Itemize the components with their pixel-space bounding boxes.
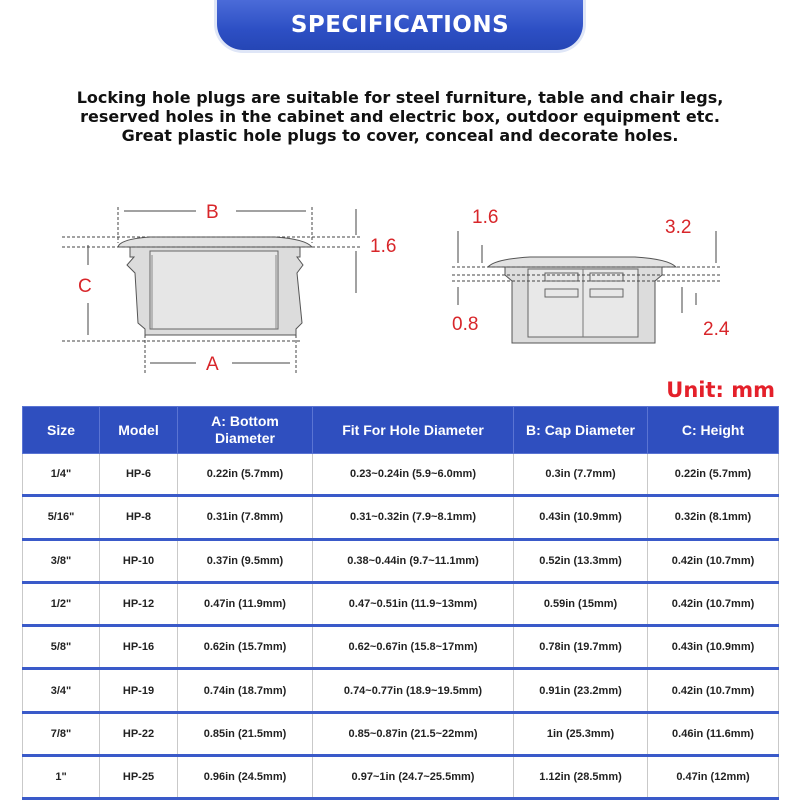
table-cell: 0.22in (5.7mm) bbox=[648, 454, 779, 496]
table-cell: 3/4" bbox=[23, 669, 100, 712]
description-line: Locking hole plugs are suitable for steel furniture, table and chair legs, bbox=[76, 88, 724, 107]
table-cell: 0.42in (10.7mm) bbox=[648, 669, 779, 712]
column-header-height: C: Height bbox=[648, 407, 779, 454]
plug-cap bbox=[118, 237, 312, 247]
dimension-label-cap-height: 1.6 bbox=[370, 236, 397, 257]
table-row bbox=[23, 582, 779, 625]
table-cell: 0.23~0.24in (5.9~6.0mm) bbox=[313, 454, 514, 496]
table-cell: HP-16 bbox=[100, 626, 178, 669]
table-cell: 0.42in (10.7mm) bbox=[648, 539, 779, 582]
table-header-row bbox=[23, 407, 779, 454]
dimension-label-right-top: 3.2 bbox=[665, 217, 692, 238]
page-title: SPECIFICATIONS bbox=[290, 12, 510, 38]
table-cell: 0.32in (8.1mm) bbox=[648, 496, 779, 539]
table-row bbox=[23, 712, 779, 755]
table-cell: HP-12 bbox=[100, 582, 178, 625]
unit-label: Unit: mm bbox=[666, 378, 775, 402]
table-cell: 0.62in (15.7mm) bbox=[178, 626, 313, 669]
table-row bbox=[23, 539, 779, 582]
table-cell: 0.85~0.87in (21.5~22mm) bbox=[313, 712, 514, 755]
specifications-banner bbox=[217, 0, 583, 50]
table-cell: HP-22 bbox=[100, 712, 178, 755]
table-cell: 3/8" bbox=[23, 539, 100, 582]
table-cell: 0.62~0.67in (15.8~17mm) bbox=[313, 626, 514, 669]
description-line: Great plastic hole plugs to cover, conceal and decorate holes. bbox=[121, 126, 679, 145]
column-header-bottom-diameter: A: Bottom Diameter bbox=[178, 407, 313, 454]
table-cell: 0.74in (18.7mm) bbox=[178, 669, 313, 712]
table-cell: 0.47~0.51in (11.9~13mm) bbox=[313, 582, 514, 625]
table-cell: 0.31~0.32in (7.9~8.1mm) bbox=[313, 496, 514, 539]
table-cell: 0.43in (10.9mm) bbox=[648, 626, 779, 669]
dimension-label-right-bottom: 2.4 bbox=[703, 319, 730, 340]
column-header-size: Size bbox=[23, 407, 100, 454]
table-cell: 1.12in (28.5mm) bbox=[514, 756, 648, 799]
table-cell: 0.74~0.77in (18.9~19.5mm) bbox=[313, 669, 514, 712]
table-cell: 5/8" bbox=[23, 626, 100, 669]
section-cap bbox=[488, 257, 676, 267]
table-row bbox=[23, 669, 779, 712]
table-cell: 0.43in (10.9mm) bbox=[514, 496, 648, 539]
section-view-plug bbox=[488, 257, 676, 343]
table-cell: 0.78in (19.7mm) bbox=[514, 626, 648, 669]
table-cell: 7/8" bbox=[23, 712, 100, 755]
table-row bbox=[23, 496, 779, 539]
table-cell: 1" bbox=[23, 756, 100, 799]
dimension-label-b: B bbox=[206, 202, 219, 223]
table-cell: 0.85in (21.5mm) bbox=[178, 712, 313, 755]
table-cell: 0.52in (13.3mm) bbox=[514, 539, 648, 582]
table-cell: HP-8 bbox=[100, 496, 178, 539]
table-cell: 0.47in (12mm) bbox=[648, 756, 779, 799]
table-cell: 1in (25.3mm) bbox=[514, 712, 648, 755]
table-row bbox=[23, 626, 779, 669]
table-cell: 0.97~1in (24.7~25.5mm) bbox=[313, 756, 514, 799]
table-cell: 0.22in (5.7mm) bbox=[178, 454, 313, 496]
dimension-label-left-bottom: 0.8 bbox=[452, 314, 479, 335]
specifications-table bbox=[22, 406, 779, 800]
table-cell: HP-10 bbox=[100, 539, 178, 582]
table-cell: 0.47in (11.9mm) bbox=[178, 582, 313, 625]
dimension-label-left-top: 1.6 bbox=[472, 207, 499, 228]
dimension-diagram bbox=[0, 195, 800, 375]
table-cell: 5/16" bbox=[23, 496, 100, 539]
table-cell: 0.96in (24.5mm) bbox=[178, 756, 313, 799]
table-cell: HP-6 bbox=[100, 454, 178, 496]
column-header-hole-diameter: Fit For Hole Diameter bbox=[313, 407, 514, 454]
side-view-plug bbox=[118, 237, 312, 335]
table-cell: 1/4" bbox=[23, 454, 100, 496]
description-line: reserved holes in the cabinet and electric box, outdoor equipment etc. bbox=[80, 107, 720, 126]
column-header-cap-diameter: B: Cap Diameter bbox=[514, 407, 648, 454]
table-row bbox=[23, 756, 779, 799]
table-cell: 0.59in (15mm) bbox=[514, 582, 648, 625]
table-row bbox=[23, 454, 779, 496]
plug-inner bbox=[150, 251, 278, 329]
description bbox=[0, 88, 800, 145]
table-cell: 1/2" bbox=[23, 582, 100, 625]
table-cell: HP-25 bbox=[100, 756, 178, 799]
table-cell: 0.46in (11.6mm) bbox=[648, 712, 779, 755]
table-cell: HP-19 bbox=[100, 669, 178, 712]
dimension-label-c: C bbox=[78, 276, 92, 297]
table-cell: 0.37in (9.5mm) bbox=[178, 539, 313, 582]
column-header-model: Model bbox=[100, 407, 178, 454]
table-cell: 0.31in (7.8mm) bbox=[178, 496, 313, 539]
table-cell: 0.38~0.44in (9.7~11.1mm) bbox=[313, 539, 514, 582]
table-cell: 0.42in (10.7mm) bbox=[648, 582, 779, 625]
dimension-label-a: A bbox=[206, 354, 219, 375]
table-cell: 0.3in (7.7mm) bbox=[514, 454, 648, 496]
table-cell: 0.91in (23.2mm) bbox=[514, 669, 648, 712]
